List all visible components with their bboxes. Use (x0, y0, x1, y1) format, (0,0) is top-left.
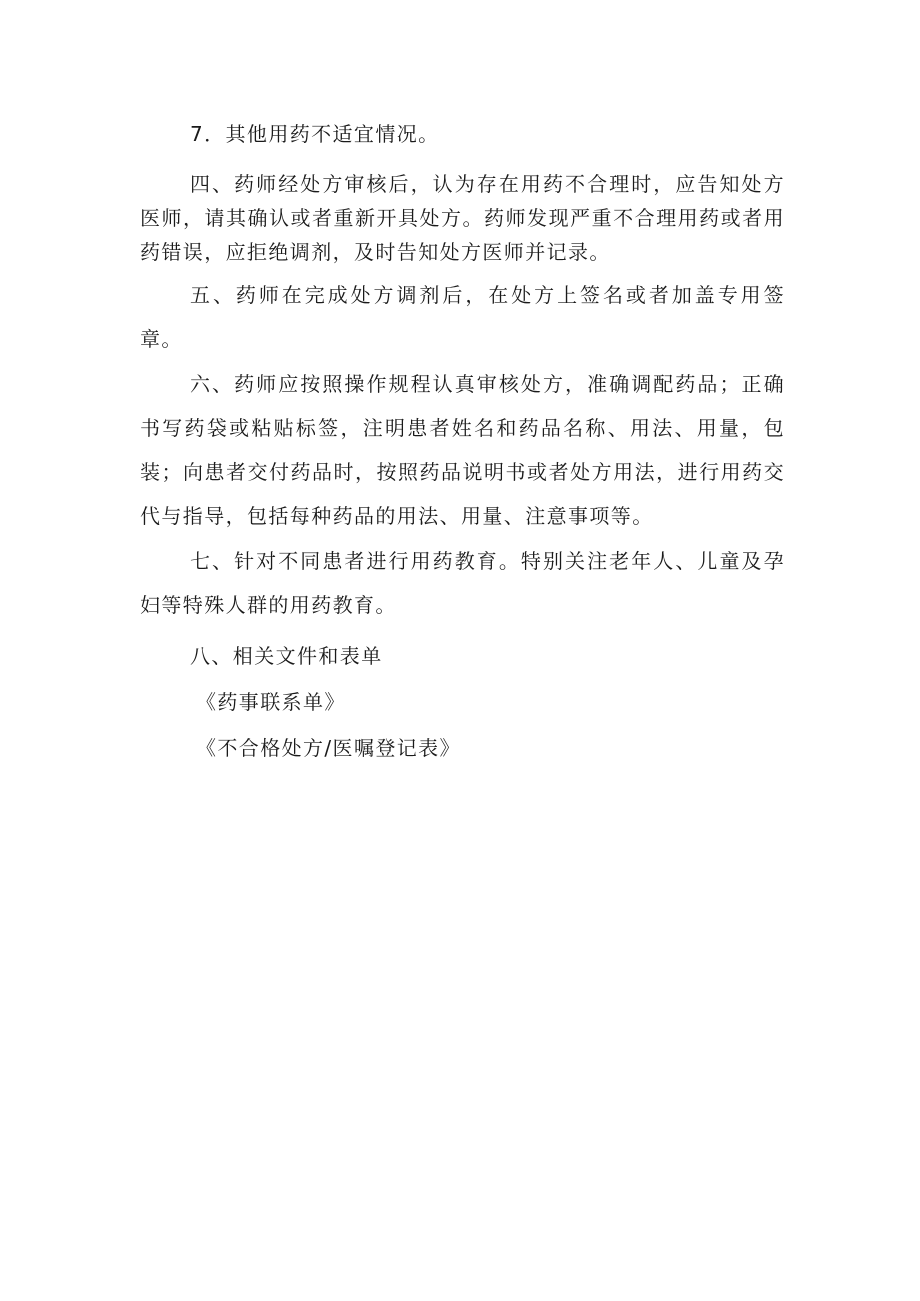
document-body (140, 117, 785, 765)
reference-form-2: 《不合格处方/医嘱登记表》 (196, 736, 461, 760)
reference-form-1: 《药事联系单》 (196, 690, 346, 714)
paragraph-section-6: 六、药师应按照操作规程认真审核处方，准确调配药品；正确书写药袋或粘贴标签，注明患者姓名和药品名称、用法、用量，包装；向患者交付药品时，按照药品说明书或者处方用法，进行用药交代与指导，包括每种药品的用法、用量、注意事项等。 (140, 372, 785, 528)
paragraph-section-4: 四、药师经处方审核后，认为存在用药不合理时，应告知处方医师，请其确认或者重新开具处方。药师发现严重不合理用药或者用药错误，应拒绝调剂，及时告知处方医师并记录。 (140, 172, 785, 264)
paragraph-item-7: 7．其他用药不适宜情况。 (190, 122, 440, 146)
paragraph-section-5: 五、药师在完成处方调剂后，在处方上签名或者加盖专用签章。 (140, 283, 785, 351)
paragraph-section-8-heading: 八、相关文件和表单 (190, 644, 383, 668)
paragraph-section-7: 七、针对不同患者进行用药教育。特别关注老年人、儿童及孕妇等特殊人群的用药教育。 (140, 549, 785, 617)
